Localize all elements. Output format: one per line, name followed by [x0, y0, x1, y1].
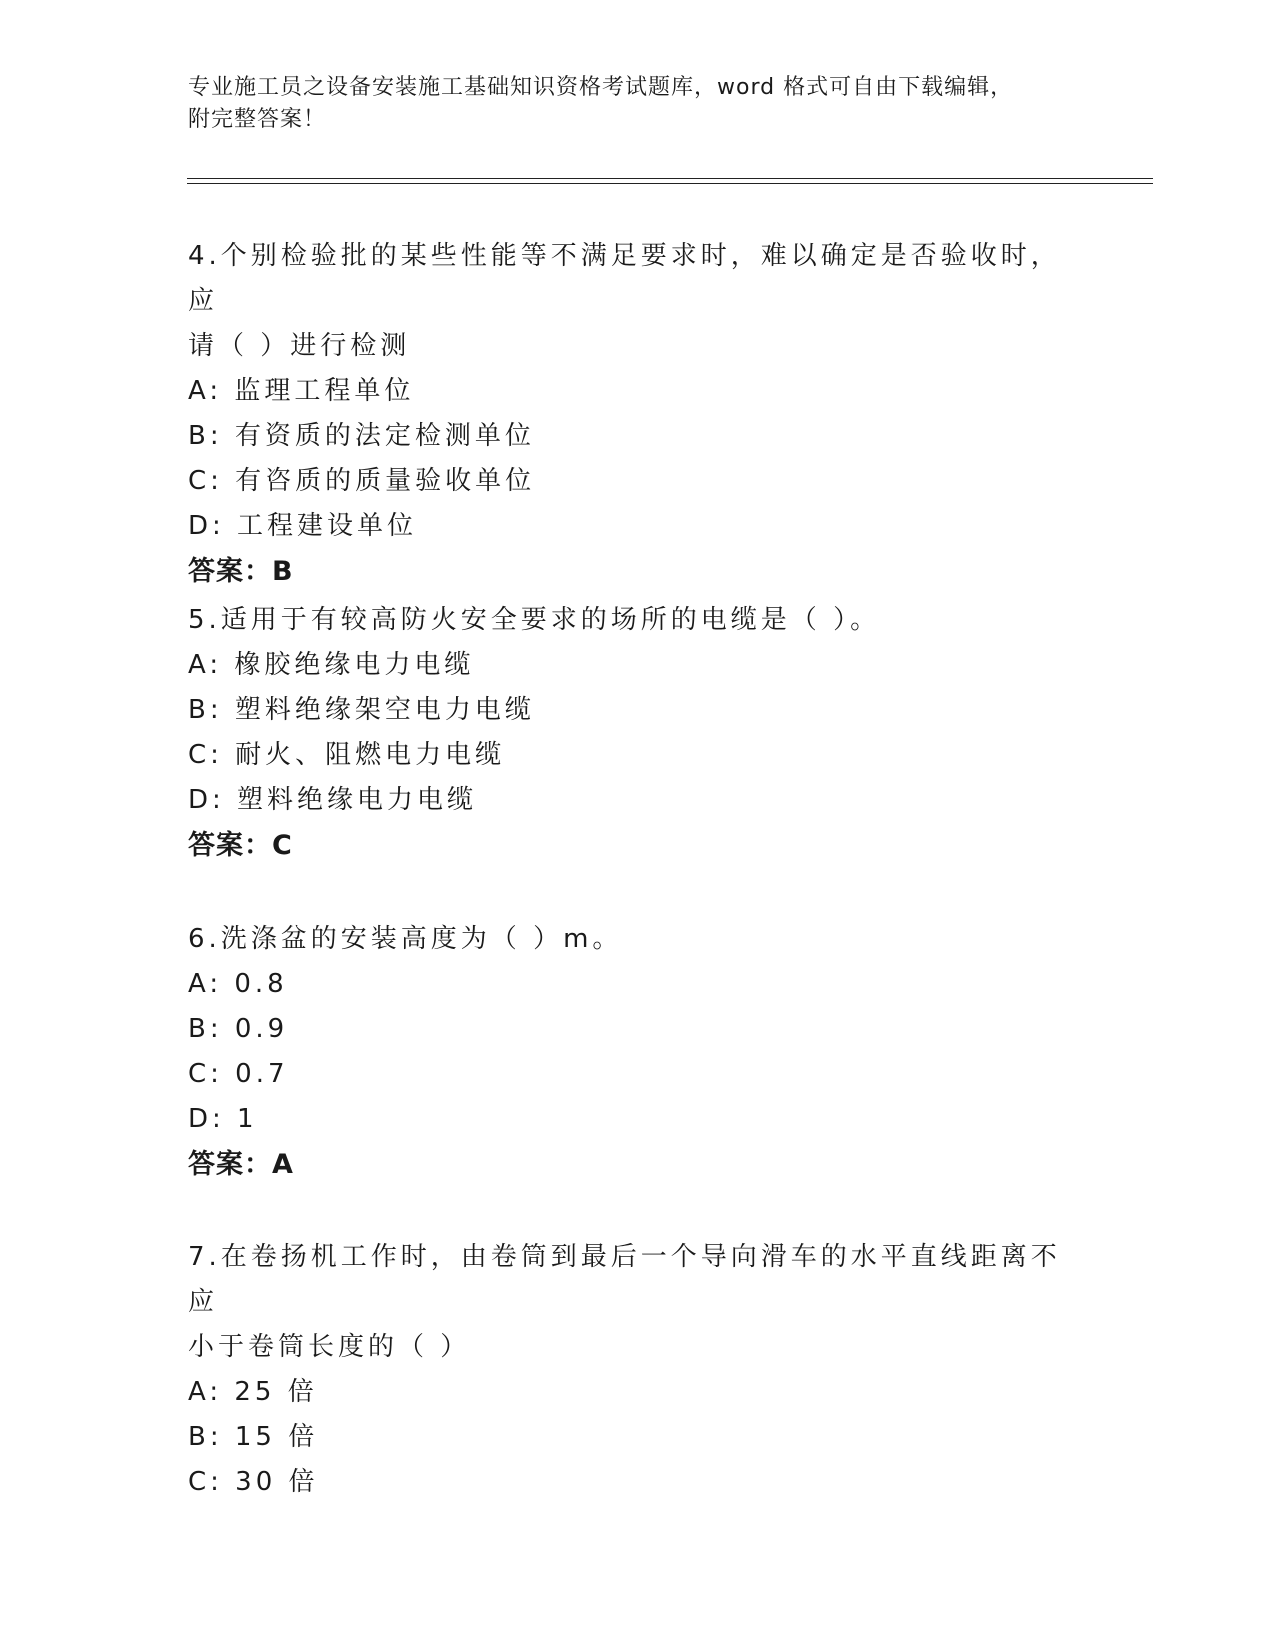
- option-b: B: 有资质的法定检测单位: [188, 421, 535, 451]
- option-c: C: 0.7: [188, 1059, 289, 1089]
- header-divider-top: [187, 178, 1153, 179]
- question-5: [188, 598, 1088, 869]
- question-4: [188, 234, 1088, 595]
- answer-line: 答案：A: [188, 1149, 294, 1180]
- option-c: C: 30 倍: [188, 1467, 319, 1497]
- question-stem-line-1: 7.在卷扬机工作时，由卷筒到最后一个导向滑车的水平直线距离不应: [188, 1242, 1061, 1317]
- header-divider-bottom: [187, 183, 1153, 184]
- question-stem-line-2: 小于卷筒长度的（ ）: [188, 1332, 471, 1362]
- question-6: [188, 917, 1088, 1188]
- header-line-2: 附完整答案！: [188, 107, 327, 132]
- option-a: A: 橡胶绝缘电力电缆: [188, 650, 475, 680]
- answer-line: 答案：B: [188, 556, 294, 587]
- question-7: [188, 1235, 1088, 1505]
- question-stem-line-1: 6.洗涤盆的安装高度为（ ）m。: [188, 924, 623, 954]
- document-header: [188, 72, 1088, 136]
- answer-line: 答案：C: [188, 830, 293, 861]
- option-b: B: 0.9: [188, 1014, 289, 1044]
- option-b: B: 15 倍: [188, 1422, 319, 1452]
- option-a: A: 0.8: [188, 969, 288, 999]
- question-stem-line-1: 5.适用于有较高防火安全要求的场所的电缆是（ ）。: [188, 605, 881, 635]
- option-a: A: 25 倍: [188, 1377, 318, 1407]
- option-c: C: 有咨质的质量验收单位: [188, 466, 536, 496]
- question-stem-line-2: 请（ ）进行检测: [188, 331, 411, 361]
- option-d: D: 塑料绝缘电力电缆: [188, 785, 478, 815]
- header-line-1: 专业施工员之设备安装施工基础知识资格考试题库，word 格式可自由下载编辑，: [188, 75, 1014, 100]
- option-c: C: 耐火、阻燃电力电缆: [188, 740, 506, 770]
- option-a: A: 监理工程单位: [188, 376, 415, 406]
- option-d: D: 工程建设单位: [188, 511, 418, 541]
- question-stem-line-1: 4.个别检验批的某些性能等不满足要求时，难以确定是否验收时，应: [188, 241, 1061, 316]
- option-b: B: 塑料绝缘架空电力电缆: [188, 695, 535, 725]
- option-d: D: 1: [188, 1104, 258, 1134]
